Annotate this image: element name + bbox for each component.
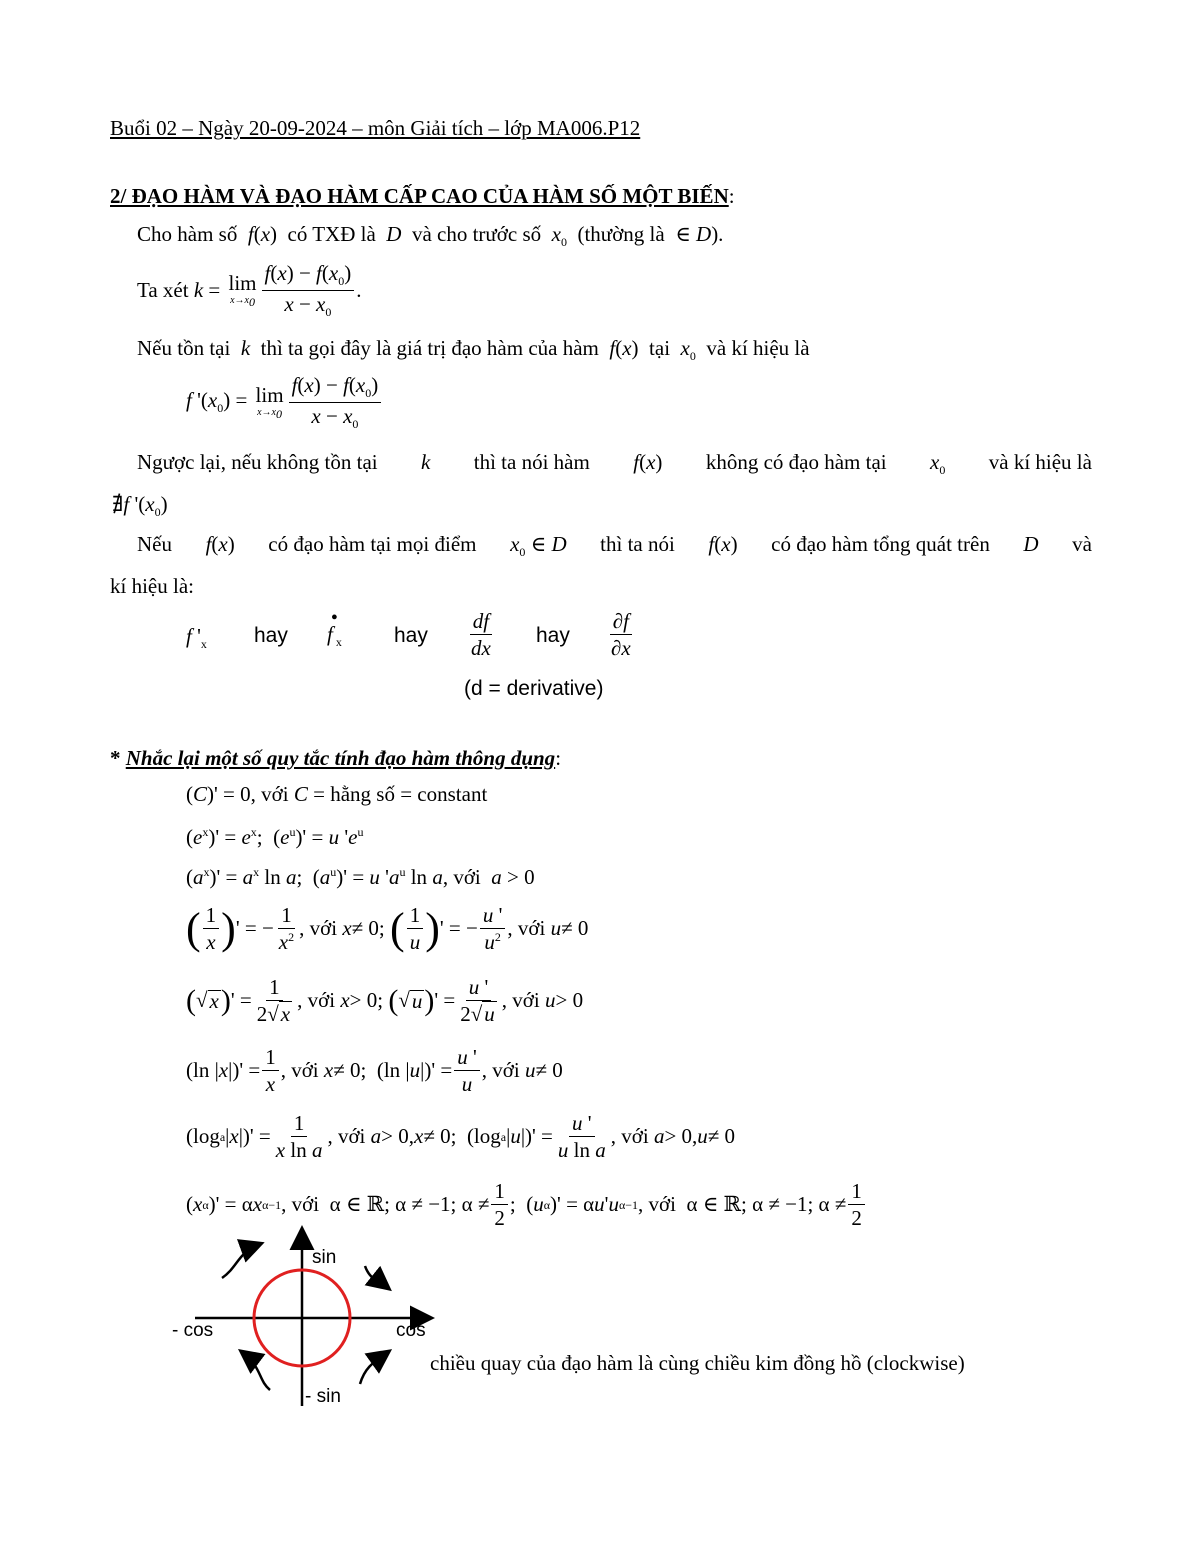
notation-dfdx: $\frac{df}{dx}$: [471, 609, 491, 661]
section-title-text: 2/ ĐẠO HÀM VÀ ĐẠO HÀM CẤP CAO CỦA HÀM SỐ MỘT BIẾN: [110, 184, 729, 208]
rule4-voi-1: , với: [299, 916, 338, 941]
p5-text-d: có đạo hàm tổng quát trên: [771, 532, 990, 556]
paragraph-domain: Cho hàm số f(x) có TXĐ là D và cho trước số $x_0$ (thường là ∈ D).: [137, 222, 724, 250]
p2-lead: Ta xét: [137, 277, 189, 302]
p3-text-a: Nếu tồn tại: [137, 336, 231, 360]
arrow-top-left: [222, 1244, 260, 1278]
rules-star: *: [110, 746, 126, 770]
rule4-voi-2: , với: [507, 916, 546, 941]
p3-text-c: tại: [649, 336, 671, 360]
hay-3: hay: [536, 624, 570, 647]
rules-colon: :: [555, 746, 562, 770]
label-sin: sin: [312, 1247, 337, 1268]
p4-text-d: và kí hiệu là: [988, 450, 1092, 474]
rule8-voi-1: , với: [281, 1192, 320, 1217]
hay-1: hay: [254, 624, 288, 647]
trig-derivative-diagram: [160, 1222, 440, 1412]
derivative-note: (d = derivative): [464, 677, 604, 700]
p4-text-b: thì ta nói hàm: [473, 450, 590, 474]
rule-log: (log a | x |)' = $\frac{1}{\text{x ln a}}$ , với a > 0, x ≠ 0; (log a | u |)' = $\frac{u '}{\text{u ln a}}$ , với a > 0, u ≠ 0: [186, 1111, 736, 1163]
label-neg-cos: - cos: [172, 1320, 214, 1341]
section-title-colon: :: [728, 184, 735, 208]
p5-text-c: thì ta nói: [600, 532, 675, 556]
rule5-voi-1: , với: [297, 988, 336, 1013]
p1-text-c: và cho trước số: [411, 222, 542, 246]
not-exists-symbol: ∄f '$(x_0)$: [112, 492, 168, 520]
p4-text-a: Ngược lại, nếu không tồn tại: [137, 450, 378, 474]
p5-text-e: và: [1072, 532, 1092, 556]
rule5-voi-2: , với: [501, 988, 540, 1013]
p1-text-a: Cho hàm số: [137, 222, 238, 246]
paragraph-not-exists: Ngược lại, nếu không tồn tại k thì ta nói hàm f(x) không có đạo hàm tại $x_0$ và kí hiệu là: [137, 450, 1092, 478]
rule-ax: $(a^x)' = a^x$ ln a; $(a^u)' = u$ '$a^u$ ln a, với a > 0: [186, 865, 535, 889]
rule3-voi: , với: [442, 865, 481, 889]
rule1-voi: , với: [250, 782, 289, 806]
arrow-bottom-right: [360, 1352, 388, 1384]
p1-text-b: có TXĐ là: [287, 222, 376, 246]
section-title: [110, 186, 735, 207]
arrow-top-right: [365, 1266, 388, 1288]
rule-constant: (C)' = 0, với C = hằng số = constant: [186, 782, 488, 806]
paragraph-exists: Nếu tồn tại k thì ta gọi đây là giá trị đạo hàm của hàm f(x) tại $x_0$ và kí hiệu là: [137, 336, 810, 364]
label-neg-sin: - sin: [305, 1386, 341, 1407]
rule-power: ( x α )' = α x α−1 , với α ∈ ℝ; α ≠ −1; α ≠ $\frac{1}{2}$ ; ( u α )' = α u ' u α−1 , với α ∈ ℝ; α ≠ −1; α ≠ $\frac{1}{2}$: [186, 1180, 867, 1229]
rule-reciprocal: ( $\frac{1}{x}$ ) ' = − $\frac{1}{x^2}$ , với x ≠ 0; ( $\frac{1}{u}$ ) ' = − $\frac{u '}{u^2}$ , với u ≠ 0: [186, 903, 589, 955]
label-cos: cos: [396, 1320, 426, 1341]
rule1-tail: hằng số = constant: [330, 782, 488, 806]
p1-text-d: (thường là: [577, 222, 665, 246]
notation-fprime: f '$_x$: [186, 624, 207, 652]
p4-text-c: không có đạo hàm tại: [705, 450, 887, 474]
header-line: Buổi 02 – Ngày 20-09-2024 – môn Giải tích – lớp MA006.P12: [110, 116, 641, 140]
notation-fdot: • f $_x$: [327, 607, 342, 650]
diagram-caption: chiều quay của đạo hàm là cùng chiều kim đồng hồ (clockwise): [430, 1351, 965, 1375]
arrow-bottom-left: [242, 1352, 270, 1390]
p3-text-b: thì ta gọi đây là giá trị đạo hàm của hàm: [260, 336, 599, 360]
rule8-voi-2: , với: [638, 1192, 676, 1217]
rule-sqrt: ( √ x ) ' = $\frac{1}{2√x}$ , với x > 0; ( √ u ) ' = $\frac{u '}{2√u}$ , với u > 0: [186, 975, 584, 1027]
rule6-voi-1: , với: [280, 1058, 319, 1083]
rule7-voi-1: , với: [327, 1124, 366, 1149]
p5-text-a: Nếu: [137, 532, 172, 556]
rule6-voi-2: , với: [481, 1058, 520, 1083]
paragraph-general: Nếu f(x) có đạo hàm tại mọi điểm $x_0$ ∈ D thì ta nói f(x) có đạo hàm tổng quát trên D và: [137, 532, 1092, 560]
rules-title: [110, 748, 561, 769]
notation-partial: $\frac{\partial f}{\partial x}$: [611, 609, 631, 661]
p1-text-e: ).: [711, 222, 724, 246]
p5-text-b: có đạo hàm tại mọi điểm: [268, 532, 477, 556]
limit-k-formula: Ta xét k = lim $x\to x_0$ $\frac{f(x) - f(x_0)}{x - x_0}$ .: [137, 261, 362, 319]
rule7-voi-2: , với: [610, 1124, 649, 1149]
p3-text-d: và kí hiệu là: [706, 336, 810, 360]
p5-line2: kí hiệu là:: [110, 574, 194, 598]
rule-ln: (ln | x |)' = $\frac{1}{x}$ , với x ≠ 0; (ln | u |)' = $\frac{u '}{u}$ , với u ≠ 0: [186, 1045, 563, 1097]
derivative-formula: f '$(x_0)$ = lim $x\to x_0$ $\frac{f(x) - f(x_0)}{x - x_0}$: [186, 374, 383, 431]
rules-title-text: Nhắc lại một số quy tắc tính đạo hàm thông dụng: [125, 746, 556, 770]
rule-exp: $(e^x)' = e^x$; $(e^u)' = u$ '$e^u$: [186, 825, 364, 849]
hay-2: hay: [394, 624, 428, 647]
